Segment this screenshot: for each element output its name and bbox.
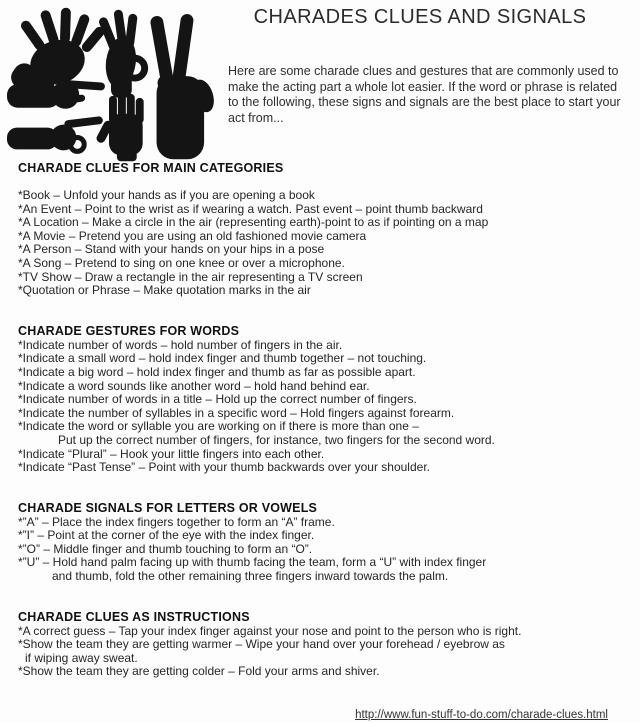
hand-gestures-illustration: [6, 4, 214, 162]
clue-line: *A Song – Pretend to sing on one knee or over a microphone.: [18, 255, 345, 270]
clue-line: if wiping away sweat.: [25, 650, 138, 665]
section: [18, 501, 622, 584]
section-heading: CHARADE CLUES FOR MAIN CATEGORIES: [18, 161, 284, 175]
clue-line: *An Event – Point to the wrist as if wearing a watch. Past event – point thumb backward: [18, 201, 483, 216]
page-title: CHARADES CLUES AND SIGNALS: [253, 6, 587, 28]
victory-hand-icon: [149, 13, 214, 159]
raised-palm-icon: [95, 92, 144, 161]
section: [18, 610, 622, 679]
clue-line: *Book – Unfold your hands as if you are opening a book: [18, 188, 315, 202]
section-heading: CHARADE SIGNALS FOR LETTERS OR VOWELS: [18, 500, 318, 515]
clue-line: *Indicate number of words – hold number of fingers in the air.: [18, 337, 343, 352]
pinch-hand-icon: [7, 116, 103, 151]
clue-line: *Show the team they are getting colder – Fold your arms and shiver.: [18, 664, 380, 679]
clue-line: *Indicate “Plural” – Hook your little fingers into each other.: [18, 446, 325, 461]
clue-line: *”O” – Middle finger and thumb touching to form an “O”.: [18, 541, 313, 556]
sections-container: [18, 161, 622, 723]
section: [18, 324, 622, 475]
clue-line: *Indicate the number of syllables in a specific word – Hold fingers against forearm.: [18, 405, 455, 420]
clue-line: *Quotation or Phrase – Make quotation marks in the air: [18, 283, 311, 298]
clue-line: *Indicate a big word – hold index finger and thumb as far as possible apart.: [18, 364, 416, 379]
clue-line: *Indicate “Past Tense” – Point with your thumb backwards over your shoulder.: [18, 460, 430, 475]
section-heading: CHARADE GESTURES FOR WORDS: [18, 323, 240, 338]
clue-line: *Indicate a small word – hold index finger and thumb together – not touching.: [18, 351, 427, 366]
section: [18, 161, 622, 298]
clue-line: Put up the correct number of fingers, for instance, two fingers for the second word.: [58, 432, 495, 447]
clue-line: *TV Show – Draw a rectangle in the air representing a TV screen: [18, 269, 363, 284]
clue-line: *”U” – Hold hand palm facing up with thumb facing the team, form a “U” with index finger: [18, 555, 487, 570]
clue-line: *Indicate number of words in a title – Hold up the correct number of fingers.: [18, 392, 417, 407]
source-link[interactable]: http://www.fun-stuff-to-do.com/charade-clues.html: [355, 709, 608, 722]
clue-line: *A correct guess – Tap your index finger against your nose and point to the person who is right.: [18, 623, 522, 638]
intro-paragraph: Here are some charade clues and gestures that are commonly used to make the acting part a whole lot easier. If the word or phrase is related to the following, these signs and signals are the best place to start your act from...: [228, 64, 621, 125]
clue-line: and thumb, fold the other remaining three fingers inward towards the palm.: [52, 569, 449, 584]
clue-line: *Indicate the word or syllable you are working on if there is more than one –: [18, 419, 419, 434]
clue-line: *A Movie – Pretend you are using an old fashioned movie camera: [18, 228, 367, 243]
footer: [18, 705, 622, 723]
ok-sign-icon: [98, 9, 145, 98]
clue-line: *A Person – Stand with your hands on your hips in a pose: [18, 242, 325, 257]
clue-line: *Show the team they are getting warmer – Wipe your hand over your forehead / eyebrow as: [18, 637, 505, 652]
clue-line: *Indicate a word sounds like another word – hold hand behind ear.: [18, 378, 370, 393]
clue-line: *A Location – Make a circle in the air (representing earth)-point to as if pointing on a map: [18, 215, 489, 230]
clue-line: *”I” – Point at the corner of the eye with the index finger.: [18, 528, 315, 543]
clue-line: *”A” – Place the index fingers together to form an “A” frame.: [18, 514, 335, 529]
section-heading: CHARADE CLUES AS INSTRUCTIONS: [18, 609, 250, 624]
